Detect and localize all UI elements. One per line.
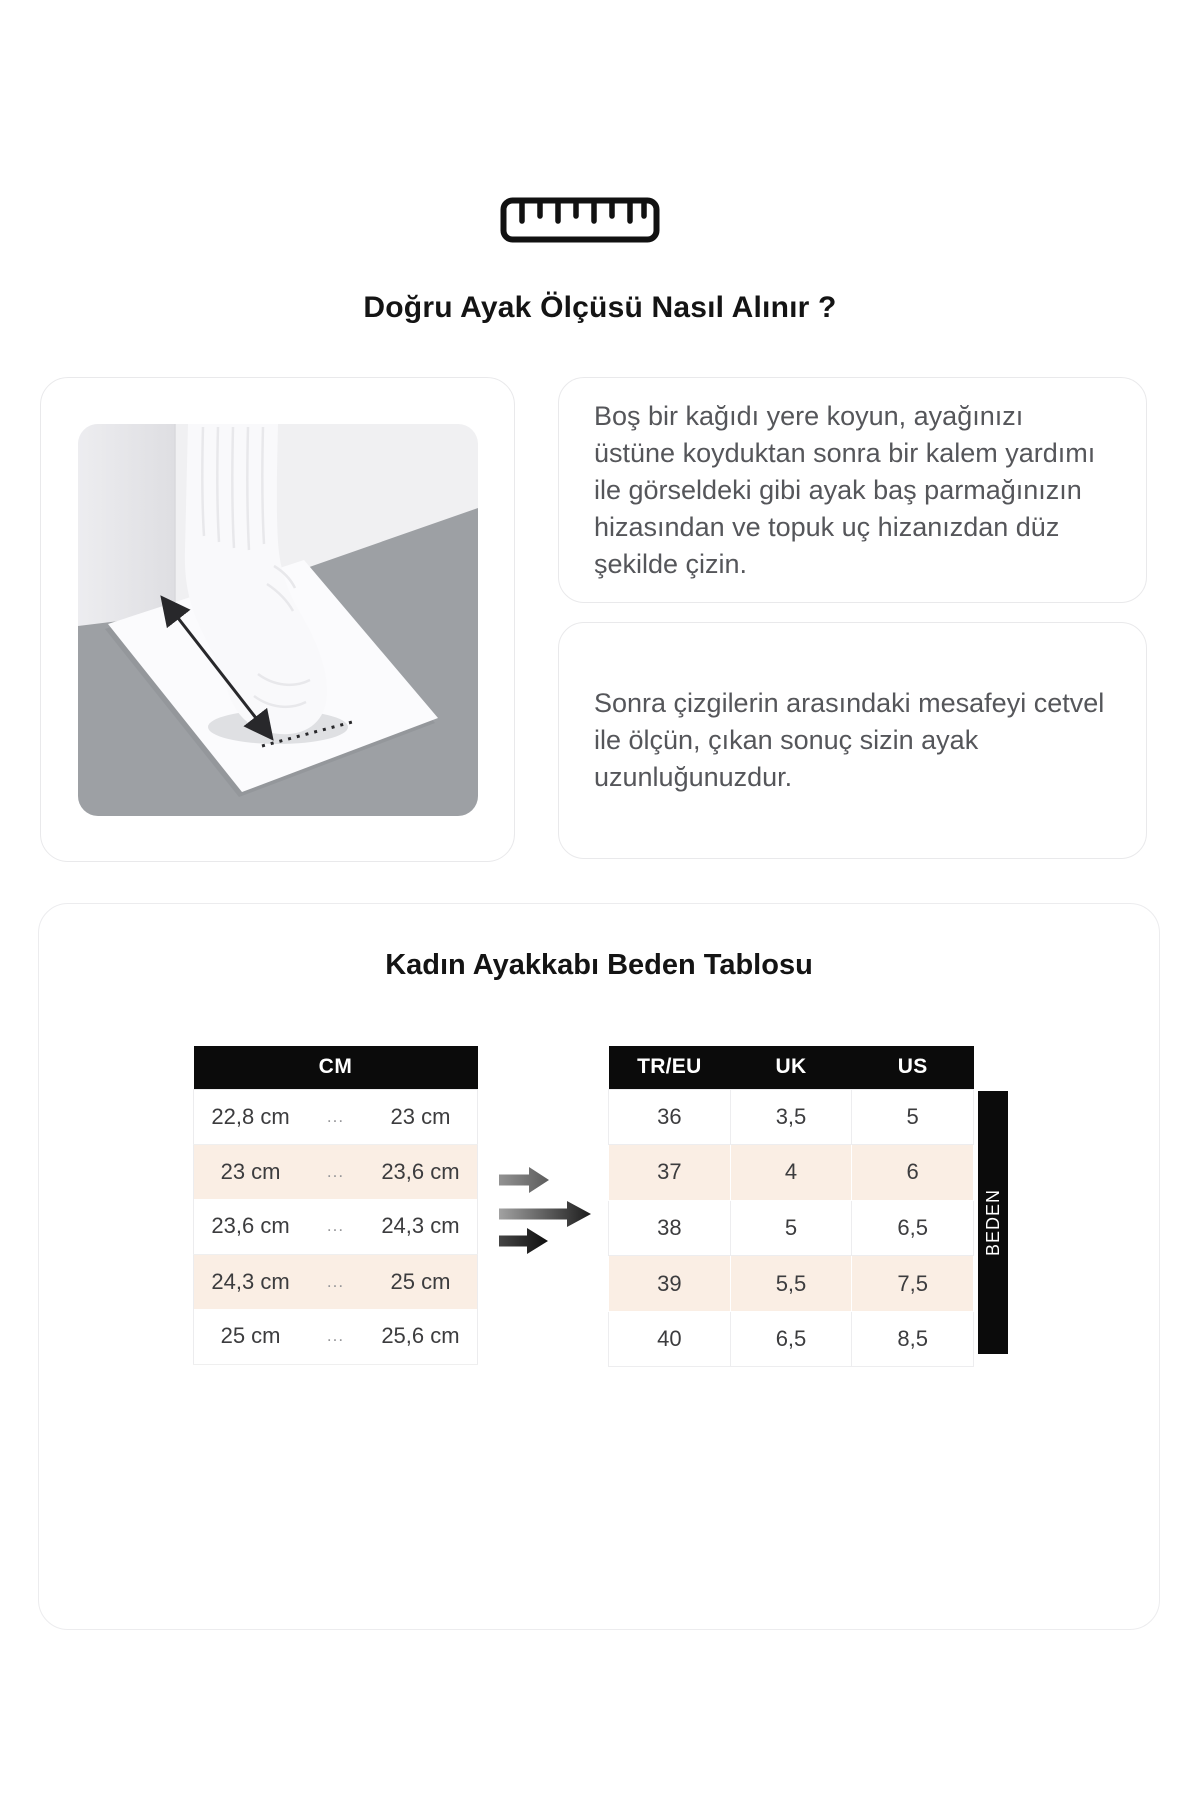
table-row: [609, 1200, 974, 1256]
header-uk: UK: [730, 1046, 852, 1089]
tr-eu-cell: 37: [609, 1145, 731, 1201]
cm-min-cell: 23,6 cm: [194, 1199, 308, 1254]
range-separator: ...: [307, 1309, 364, 1364]
tr-eu-cell: 40: [609, 1311, 731, 1367]
table-row: [194, 1144, 478, 1199]
table-row: [194, 1254, 478, 1309]
uk-cell: 6,5: [730, 1311, 852, 1367]
table-row: [609, 1311, 974, 1367]
cm-max-cell: 25 cm: [364, 1254, 478, 1309]
cm-max-cell: 25,6 cm: [364, 1309, 478, 1364]
uk-cell: 5: [730, 1200, 852, 1256]
cm-table: [193, 1046, 478, 1365]
uk-cell: 5,5: [730, 1256, 852, 1312]
cm-table-header: CM: [194, 1046, 478, 1089]
tr-eu-cell: 39: [609, 1256, 731, 1312]
table-row: [194, 1309, 478, 1364]
foot-on-paper-photo: [78, 424, 478, 816]
instruction-step-2-text: Sonra çizgilerin arasındaki mesafeyi cetvel ile ölçün, çıkan sonuç sizin ayak uzunluğunuzdur.: [594, 688, 1105, 792]
cm-min-cell: 22,8 cm: [194, 1089, 308, 1144]
us-cell: 5: [852, 1089, 974, 1145]
tr-eu-cell: 38: [609, 1200, 731, 1256]
us-cell: 7,5: [852, 1256, 974, 1312]
cm-min-cell: 24,3 cm: [194, 1254, 308, 1309]
us-cell: 6: [852, 1145, 974, 1201]
size-chart-title: Kadın Ayakkabı Beden Tablosu: [385, 949, 813, 981]
cm-max-cell: 24,3 cm: [364, 1199, 478, 1254]
table-row: [609, 1256, 974, 1312]
uk-cell: 3,5: [730, 1089, 852, 1145]
size-table: [608, 1046, 974, 1367]
range-separator: ...: [307, 1144, 364, 1199]
foot-measurement-card: [40, 377, 515, 862]
transfer-arrows-icon: [491, 1161, 601, 1261]
us-cell: 6,5: [852, 1200, 974, 1256]
table-row: [194, 1199, 478, 1254]
cm-min-cell: 23 cm: [194, 1144, 308, 1199]
size-table-header-row: [609, 1046, 974, 1089]
tr-eu-cell: 36: [609, 1089, 731, 1145]
range-separator: ...: [307, 1089, 364, 1144]
page-title: Doğru Ayak Ölçüsü Nasıl Alınır ?: [363, 291, 837, 324]
table-row: [609, 1089, 974, 1145]
table-row: [609, 1145, 974, 1201]
instruction-card-1: [558, 377, 1147, 603]
cm-max-cell: 23 cm: [364, 1089, 478, 1144]
table-row: [194, 1089, 478, 1144]
range-separator: ...: [307, 1199, 364, 1254]
uk-cell: 4: [730, 1145, 852, 1201]
size-chart-card: [38, 903, 1160, 1630]
header-us: US: [852, 1046, 974, 1089]
instruction-card-2: [558, 622, 1147, 859]
us-cell: 8,5: [852, 1311, 974, 1367]
range-separator: ...: [307, 1254, 364, 1309]
instruction-step-1-text: Boş bir kağıdı yere koyun, ayağınızı üstüne koyduktan sonra bir kalem yardımı ile görseldeki gibi ayak baş parmağınızın hizasından ve topuk uç hizanızdan düz şekilde çizin.: [594, 400, 1096, 579]
header-tr-eu: TR/EU: [609, 1046, 731, 1089]
cm-min-cell: 25 cm: [194, 1309, 308, 1364]
cm-max-cell: 23,6 cm: [364, 1144, 478, 1199]
ruler-icon: [500, 197, 660, 243]
beden-vertical-label: BEDEN: [978, 1091, 1008, 1354]
